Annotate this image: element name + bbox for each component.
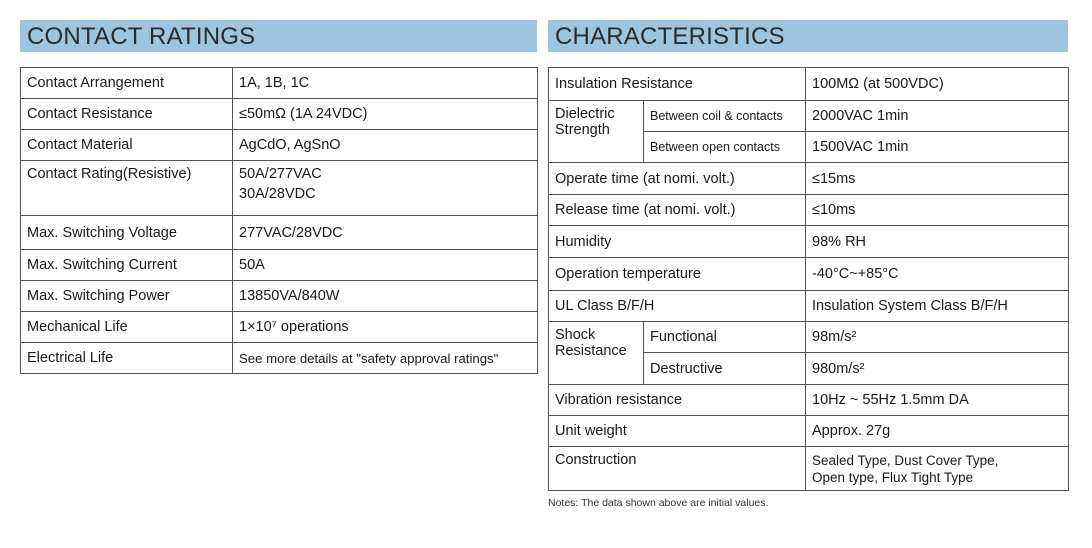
row-label: Contact Arrangement (21, 68, 233, 99)
row-label: Insulation Resistance (549, 68, 806, 101)
table-row (21, 161, 538, 216)
row-value: Insulation System Class B/F/H (806, 291, 1069, 322)
table-row (549, 101, 1069, 132)
table-row (21, 68, 538, 99)
table-row (21, 99, 538, 130)
row-value (806, 447, 1069, 491)
table-row (21, 130, 538, 161)
row-label: Operate time (at nomi. volt.) (549, 163, 806, 195)
row-value: 100MΩ (at 500VDC) (806, 68, 1069, 101)
characteristics-section (548, 20, 1068, 491)
contact-ratings-table (20, 67, 538, 374)
row-value: 10Hz ~ 55Hz 1.5mm DA (806, 385, 1069, 416)
table-row (549, 447, 1069, 491)
table-row (21, 281, 538, 312)
row-value: ≤15ms (806, 163, 1069, 195)
row-label: Contact Resistance (21, 99, 233, 130)
row-value: AgCdO, AgSnO (233, 130, 538, 161)
row-label: Mechanical Life (21, 312, 233, 343)
row-value: 50A (233, 250, 538, 281)
row-label: UL Class B/F/H (549, 291, 806, 322)
row-label: Shock Resistance (549, 322, 644, 385)
row-label: Humidity (549, 226, 806, 258)
table-row (549, 226, 1069, 258)
table-row (549, 258, 1069, 291)
sub-label: Between open contacts (644, 132, 806, 163)
row-value: ≤10ms (806, 195, 1069, 226)
table-row (549, 68, 1069, 101)
table-row (549, 163, 1069, 195)
table-row (21, 216, 538, 250)
row-value (233, 161, 538, 216)
characteristics-table (548, 67, 1069, 491)
row-value: 277VAC/28VDC (233, 216, 538, 250)
sub-label: Functional (644, 322, 806, 353)
row-label: Electrical Life (21, 343, 233, 374)
row-label: Max. Switching Power (21, 281, 233, 312)
table-row (549, 322, 1069, 353)
row-value: 1A, 1B, 1C (233, 68, 538, 99)
row-value: 1500VAC 1min (806, 132, 1069, 163)
sub-label: Destructive (644, 353, 806, 385)
table-row (549, 416, 1069, 447)
row-value: -40°C~+85°C (806, 258, 1069, 291)
row-label: Contact Rating(Resistive) (21, 161, 233, 216)
table-row (549, 291, 1069, 322)
construction-line1: Sealed Type, Dust Cover Type, (812, 452, 999, 468)
row-value: 1×10⁷ operations (233, 312, 538, 343)
table-row (21, 312, 538, 343)
row-label: Release time (at nomi. volt.) (549, 195, 806, 226)
table-row (549, 195, 1069, 226)
row-label: Operation temperature (549, 258, 806, 291)
construction-line2: Open type, Flux Tight Type (812, 469, 974, 485)
row-label: Unit weight (549, 416, 806, 447)
contact-ratings-title: CONTACT RATINGS (20, 20, 537, 52)
rating-dc: 30A/28VDC (239, 186, 316, 202)
row-label: Construction (549, 447, 806, 491)
contact-ratings-section (20, 20, 537, 374)
table-row (549, 385, 1069, 416)
row-value: ≤50mΩ (1A 24VDC) (233, 99, 538, 130)
row-label: Contact Material (21, 130, 233, 161)
row-label: Dielectric Strength (549, 101, 644, 163)
row-value: Approx. 27g (806, 416, 1069, 447)
row-label: Vibration resistance (549, 385, 806, 416)
row-value: 98% RH (806, 226, 1069, 258)
row-label: Max. Switching Voltage (21, 216, 233, 250)
sub-label: Between coil & contacts (644, 101, 806, 132)
table-row (21, 343, 538, 374)
row-value: 980m/s² (806, 353, 1069, 385)
row-value: See more details at "safety approval ratings" (233, 343, 538, 374)
characteristics-title: CHARACTERISTICS (548, 20, 1068, 52)
rating-ac: 50A/277VAC (239, 166, 322, 182)
row-value: 2000VAC 1min (806, 101, 1069, 132)
table-row (21, 250, 538, 281)
notes: Notes: The data shown above are initial values. (548, 497, 769, 509)
row-value: 13850VA/840W (233, 281, 538, 312)
row-label: Max. Switching Current (21, 250, 233, 281)
row-value: 98m/s² (806, 322, 1069, 353)
